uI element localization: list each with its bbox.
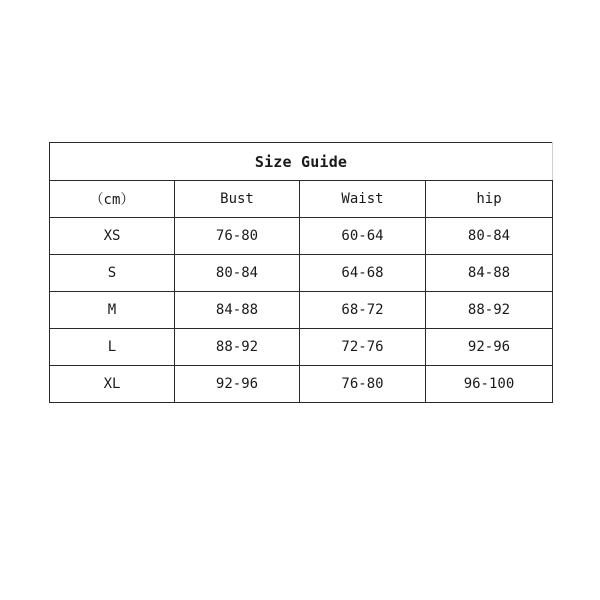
waist-cell: 68-72: [300, 292, 426, 329]
header-unit: （cm）: [50, 181, 175, 218]
table-row: [50, 255, 553, 292]
waist-cell: 64-68: [300, 255, 426, 292]
table-title: Size Guide: [50, 143, 553, 181]
header-row: [50, 181, 553, 218]
size-cell: S: [50, 255, 175, 292]
table-row: [50, 329, 553, 366]
size-cell: M: [50, 292, 175, 329]
size-cell: XS: [50, 218, 175, 255]
waist-cell: 72-76: [300, 329, 426, 366]
table-row: [50, 292, 553, 329]
header-hip: hip: [426, 181, 553, 218]
size-guide-table: [49, 142, 553, 403]
hip-cell: 80-84: [426, 218, 553, 255]
hip-cell: 92-96: [426, 329, 553, 366]
table-row: [50, 366, 553, 403]
hip-cell: 84-88: [426, 255, 553, 292]
size-cell: XL: [50, 366, 175, 403]
header-waist: Waist: [300, 181, 426, 218]
bust-cell: 88-92: [175, 329, 300, 366]
bust-cell: 80-84: [175, 255, 300, 292]
header-bust: Bust: [175, 181, 300, 218]
size-cell: L: [50, 329, 175, 366]
table-row: [50, 218, 553, 255]
hip-cell: 88-92: [426, 292, 553, 329]
waist-cell: 60-64: [300, 218, 426, 255]
waist-cell: 76-80: [300, 366, 426, 403]
bust-cell: 92-96: [175, 366, 300, 403]
bust-cell: 84-88: [175, 292, 300, 329]
title-row: [50, 143, 553, 181]
bust-cell: 76-80: [175, 218, 300, 255]
hip-cell: 96-100: [426, 366, 553, 403]
